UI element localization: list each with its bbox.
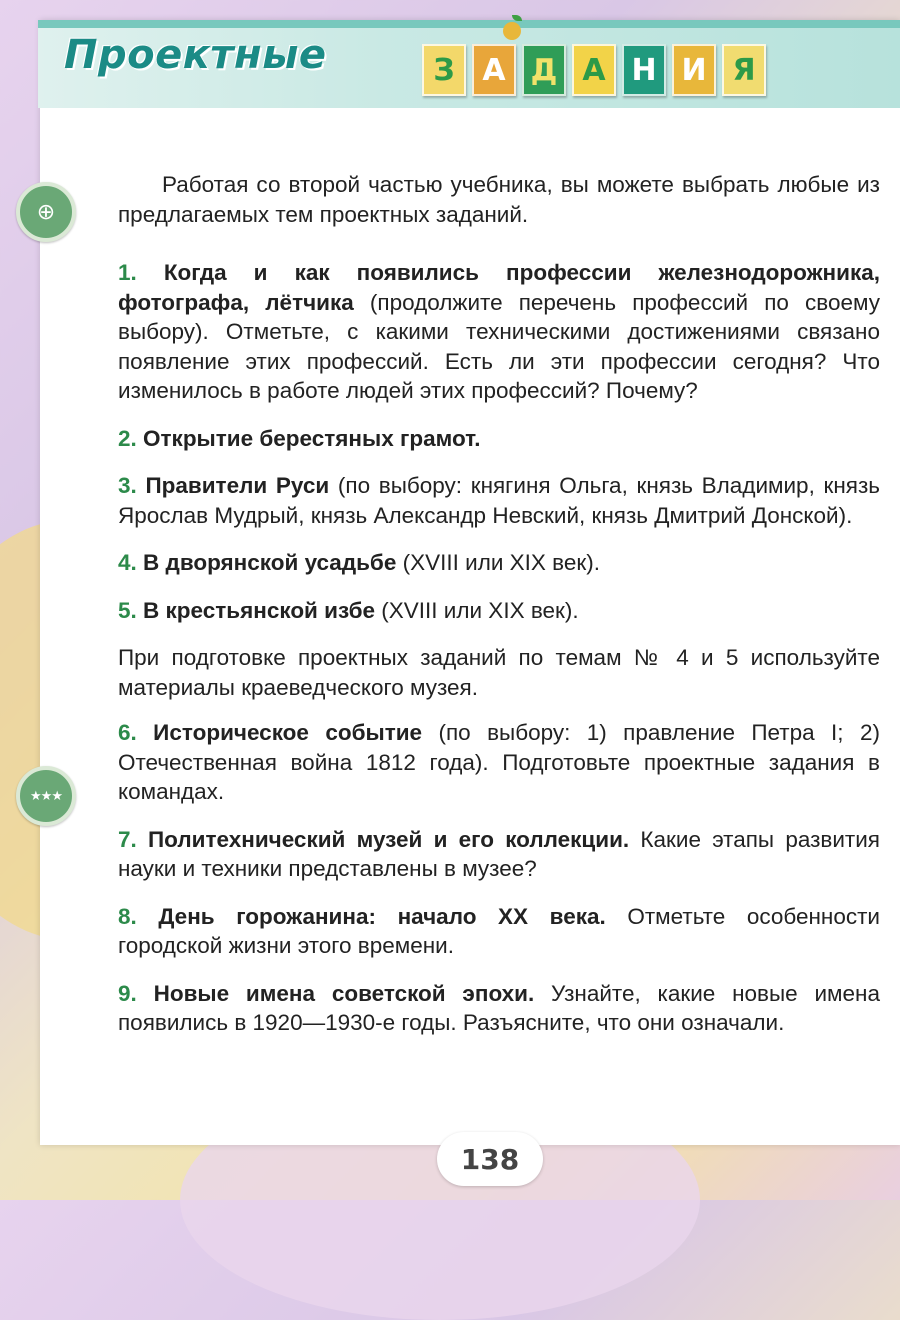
item-heading: Когда и как появились профессии железнодорожника, фотографа, лётчика	[118, 260, 880, 315]
item-number: 5.	[118, 597, 137, 623]
intro-paragraph: Работая со второй частью учебника, вы можете выбрать любые из предлагаемых тем проектных заданий.	[118, 172, 880, 227]
project-item	[118, 471, 880, 530]
item-heading: Политехнический музей и его коллекции.	[148, 826, 630, 852]
project-item	[118, 979, 880, 1038]
folder-add-glyph: ⊕	[36, 199, 56, 224]
item-description: (XVIII или XIX век).	[402, 550, 600, 575]
project-item	[118, 258, 880, 406]
item-number: 9.	[118, 980, 137, 1006]
item-heading: Историческое событие	[153, 720, 423, 745]
item-heading: Открытие берестяных грамот.	[143, 425, 481, 451]
title-letter-block: А	[472, 44, 516, 96]
item-number: 2.	[118, 425, 137, 451]
page-number: 138	[437, 1132, 543, 1186]
title-letter-block: Н	[622, 44, 666, 96]
item-heading: Правители Руси	[145, 473, 330, 498]
title-letter-blocks	[422, 44, 766, 96]
banner-stripe	[38, 20, 900, 28]
stars-icon	[16, 766, 76, 826]
item-number: 1.	[118, 260, 137, 285]
stars-glyph: ★★★	[30, 788, 62, 803]
item-heading: Новые имена советской эпохи.	[153, 980, 535, 1006]
folder-add-icon	[16, 182, 76, 242]
project-item	[118, 424, 880, 454]
item-number: 4.	[118, 550, 137, 575]
item-description: Узнайте, какие новые имена появились в 1920—1930-е годы. Разъясните, что они означали.	[118, 980, 880, 1035]
title-letter-block: З	[422, 44, 466, 96]
item-number: 6.	[118, 720, 137, 745]
item-description: (по выбору: княгиня Ольга, князь Владимир, князь Ярослав Мудрый, князь Александр Невский, князь Дмитрий Донской).	[118, 473, 880, 528]
item-description: (продолжите перечень профессий по своему выбору). Отметьте, с какими техническими достижениями связано появление этих профессий. Есть ли эти профессии сегодня? Что изменилось в работе людей этих профессий? Почему?	[118, 289, 880, 403]
title-letter-block: Д	[522, 44, 566, 96]
project-list	[118, 258, 880, 625]
section-title: Проектные	[64, 32, 327, 78]
title-letter-block: И	[672, 44, 716, 96]
project-item	[118, 596, 880, 626]
title-letter-block: Я	[722, 44, 766, 96]
item-number: 7.	[118, 826, 137, 852]
project-list-2	[118, 718, 880, 1038]
item-description: (по выбору: 1) правление Петра I; 2) Отечественная война 1812 года). Подготовьте проектные задания в командах.	[118, 720, 880, 804]
section-banner	[38, 20, 900, 108]
item-number: 8.	[118, 903, 137, 929]
title-letter-block: А	[572, 44, 616, 96]
item-description: (XVIII или XIX век).	[381, 597, 579, 623]
item-number: 3.	[118, 473, 137, 498]
apple-icon	[503, 22, 521, 40]
note-paragraph: При подготовке проектных заданий по темам № 4 и 5 используйте материалы краеведческого музея.	[118, 645, 880, 700]
item-description: Отметьте особенности городской жизни этого времени.	[118, 903, 880, 958]
project-item	[118, 825, 880, 884]
page-content	[118, 170, 880, 1056]
item-heading: День горожанина: начало XX века.	[158, 903, 606, 929]
project-item	[118, 902, 880, 961]
project-item	[118, 548, 880, 578]
item-heading: В крестьянской избе	[143, 597, 376, 623]
item-description: Какие этапы развития науки и техники представлены в музее?	[118, 826, 880, 881]
item-heading: В дворянской усадьбе	[143, 550, 397, 575]
project-item	[118, 718, 880, 807]
